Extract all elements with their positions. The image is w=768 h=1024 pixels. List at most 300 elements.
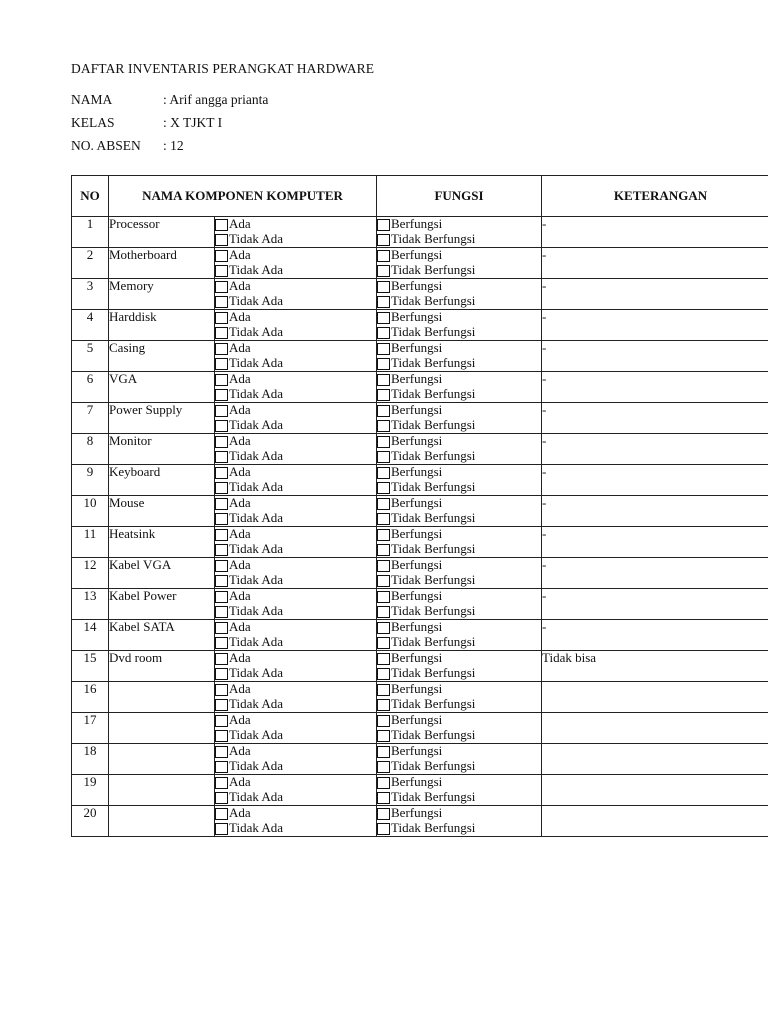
option-label: Ada — [229, 681, 251, 697]
availability-options — [215, 806, 377, 837]
option-label: Ada — [229, 650, 251, 666]
option-tidak-ada[interactable] — [215, 635, 376, 650]
availability-options — [215, 434, 377, 465]
availability-options — [215, 775, 377, 806]
option-berfungsi[interactable] — [377, 217, 541, 232]
row-number: 14 — [72, 620, 109, 651]
function-options — [377, 806, 542, 837]
checkbox-ada[interactable] — [215, 529, 228, 541]
table-row — [72, 620, 768, 651]
checkbox-tidak-ada[interactable] — [215, 761, 228, 773]
checkbox-tidak-berfungsi[interactable] — [377, 575, 390, 587]
option-tidak-berfungsi[interactable] — [377, 728, 541, 743]
option-tidak-ada[interactable] — [215, 666, 376, 681]
checkbox-berfungsi[interactable] — [377, 374, 390, 386]
option-ada[interactable] — [215, 310, 376, 325]
row-number: 19 — [72, 775, 109, 806]
availability-options — [215, 558, 377, 589]
option-label: Berfungsi — [391, 464, 443, 480]
keterangan-cell: Tidak bisa — [542, 651, 768, 682]
checkbox-tidak-berfungsi[interactable] — [377, 389, 390, 401]
option-label: Ada — [229, 433, 251, 449]
checkbox-ada[interactable] — [215, 746, 228, 758]
option-tidak-ada[interactable] — [215, 387, 376, 402]
checkbox-ada[interactable] — [215, 312, 228, 324]
option-ada[interactable] — [215, 341, 376, 356]
component-name — [109, 713, 215, 744]
component-name: Processor — [109, 217, 215, 248]
checkbox-tidak-berfungsi[interactable] — [377, 606, 390, 618]
option-ada[interactable] — [215, 403, 376, 418]
option-berfungsi[interactable] — [377, 279, 541, 294]
checkbox-tidak-berfungsi[interactable] — [377, 699, 390, 711]
option-tidak-ada[interactable] — [215, 821, 376, 836]
checkbox-berfungsi[interactable] — [377, 715, 390, 727]
row-number: 11 — [72, 527, 109, 558]
table-row — [72, 341, 768, 372]
checkbox-tidak-berfungsi[interactable] — [377, 637, 390, 649]
option-label: Tidak Ada — [229, 355, 284, 371]
checkbox-berfungsi[interactable] — [377, 808, 390, 820]
option-tidak-ada[interactable] — [215, 356, 376, 371]
option-berfungsi[interactable] — [377, 372, 541, 387]
checkbox-berfungsi[interactable] — [377, 219, 390, 231]
option-berfungsi[interactable] — [377, 403, 541, 418]
checkbox-tidak-berfungsi[interactable] — [377, 730, 390, 742]
checkbox-ada[interactable] — [215, 684, 228, 696]
option-tidak-ada[interactable] — [215, 325, 376, 340]
checkbox-tidak-berfungsi[interactable] — [377, 234, 390, 246]
option-label: Ada — [229, 774, 251, 790]
option-label: Tidak Berfungsi — [391, 789, 476, 805]
option-label: Tidak Ada — [229, 603, 284, 619]
checkbox-tidak-berfungsi[interactable] — [377, 792, 390, 804]
availability-options — [215, 527, 377, 558]
option-tidak-berfungsi[interactable] — [377, 418, 541, 433]
keterangan-cell: - — [542, 434, 768, 465]
component-name: Memory — [109, 279, 215, 310]
option-ada[interactable] — [215, 465, 376, 480]
row-number: 5 — [72, 341, 109, 372]
function-options — [377, 248, 542, 279]
option-label: Berfungsi — [391, 805, 443, 821]
option-label: Tidak Ada — [229, 541, 284, 557]
option-ada[interactable] — [215, 713, 376, 728]
checkbox-berfungsi[interactable] — [377, 498, 390, 510]
option-label: Ada — [229, 619, 251, 635]
checkbox-berfungsi[interactable] — [377, 653, 390, 665]
option-berfungsi[interactable] — [377, 248, 541, 263]
option-label: Tidak Ada — [229, 231, 284, 247]
checkbox-berfungsi[interactable] — [377, 777, 390, 789]
option-tidak-berfungsi[interactable] — [377, 635, 541, 650]
option-tidak-ada[interactable] — [215, 480, 376, 495]
component-name — [109, 744, 215, 775]
checkbox-tidak-berfungsi[interactable] — [377, 358, 390, 370]
option-tidak-berfungsi[interactable] — [377, 325, 541, 340]
option-tidak-ada[interactable] — [215, 604, 376, 619]
checkbox-berfungsi[interactable] — [377, 467, 390, 479]
function-options — [377, 558, 542, 589]
keterangan-cell: - — [542, 403, 768, 434]
keterangan-cell — [542, 775, 768, 806]
option-label: Ada — [229, 526, 251, 542]
field-label: NO. ABSEN — [71, 138, 141, 153]
checkbox-tidak-berfungsi[interactable] — [377, 451, 390, 463]
field-value: : 12 — [163, 138, 184, 153]
availability-options — [215, 403, 377, 434]
checkbox-tidak-berfungsi[interactable] — [377, 420, 390, 432]
checkbox-tidak-ada[interactable] — [215, 637, 228, 649]
option-ada[interactable] — [215, 248, 376, 263]
function-options — [377, 744, 542, 775]
option-tidak-ada[interactable] — [215, 542, 376, 557]
checkbox-tidak-ada[interactable] — [215, 606, 228, 618]
option-label: Tidak Ada — [229, 727, 284, 743]
checkbox-berfungsi[interactable] — [377, 560, 390, 572]
checkbox-berfungsi[interactable] — [377, 343, 390, 355]
checkbox-tidak-berfungsi[interactable] — [377, 296, 390, 308]
option-tidak-ada[interactable] — [215, 759, 376, 774]
checkbox-tidak-berfungsi[interactable] — [377, 513, 390, 525]
table-row — [72, 558, 768, 589]
table-row — [72, 589, 768, 620]
checkbox-tidak-ada[interactable] — [215, 699, 228, 711]
checkbox-ada[interactable] — [215, 622, 228, 634]
option-tidak-ada[interactable] — [215, 573, 376, 588]
checkbox-tidak-berfungsi[interactable] — [377, 823, 390, 835]
table-row — [72, 744, 768, 775]
option-tidak-berfungsi[interactable] — [377, 356, 541, 371]
row-number: 13 — [72, 589, 109, 620]
option-ada[interactable] — [215, 775, 376, 790]
option-label: Tidak Ada — [229, 634, 284, 650]
function-options — [377, 279, 542, 310]
table-row — [72, 527, 768, 558]
option-berfungsi[interactable] — [377, 527, 541, 542]
option-label: Berfungsi — [391, 557, 443, 573]
option-tidak-berfungsi[interactable] — [377, 387, 541, 402]
keterangan-cell: - — [542, 496, 768, 527]
option-tidak-ada[interactable] — [215, 697, 376, 712]
option-berfungsi[interactable] — [377, 682, 541, 697]
option-ada[interactable] — [215, 434, 376, 449]
checkbox-tidak-ada[interactable] — [215, 513, 228, 525]
function-options — [377, 620, 542, 651]
table-row — [72, 217, 768, 248]
checkbox-ada[interactable] — [215, 560, 228, 572]
function-options — [377, 341, 542, 372]
option-label: Berfungsi — [391, 433, 443, 449]
option-label: Tidak Berfungsi — [391, 665, 476, 681]
option-tidak-ada[interactable] — [215, 263, 376, 278]
component-name: Mouse — [109, 496, 215, 527]
option-tidak-berfungsi[interactable] — [377, 697, 541, 712]
option-ada[interactable] — [215, 372, 376, 387]
option-berfungsi[interactable] — [377, 496, 541, 511]
component-name: Heatsink — [109, 527, 215, 558]
row-number: 6 — [72, 372, 109, 403]
option-label: Berfungsi — [391, 743, 443, 759]
option-tidak-ada[interactable] — [215, 418, 376, 433]
option-label: Tidak Berfungsi — [391, 510, 476, 526]
option-tidak-berfungsi[interactable] — [377, 232, 541, 247]
option-ada[interactable] — [215, 217, 376, 232]
function-options — [377, 465, 542, 496]
inventory-table — [71, 175, 768, 837]
function-options — [377, 713, 542, 744]
checkbox-ada[interactable] — [215, 591, 228, 603]
option-tidak-berfungsi[interactable] — [377, 666, 541, 681]
keterangan-cell — [542, 744, 768, 775]
component-name — [109, 682, 215, 713]
row-number: 7 — [72, 403, 109, 434]
option-ada[interactable] — [215, 682, 376, 697]
option-berfungsi[interactable] — [377, 775, 541, 790]
row-number: 18 — [72, 744, 109, 775]
checkbox-ada[interactable] — [215, 777, 228, 789]
field-kelas — [71, 115, 222, 131]
table-row — [72, 403, 768, 434]
function-options — [377, 589, 542, 620]
component-name: Dvd room — [109, 651, 215, 682]
checkbox-tidak-ada[interactable] — [215, 265, 228, 277]
option-berfungsi[interactable] — [377, 620, 541, 635]
function-options — [377, 310, 542, 341]
checkbox-ada[interactable] — [215, 653, 228, 665]
keterangan-cell — [542, 806, 768, 837]
row-number: 12 — [72, 558, 109, 589]
checkbox-ada[interactable] — [215, 219, 228, 231]
availability-options — [215, 341, 377, 372]
option-label: Berfungsi — [391, 588, 443, 604]
checkbox-tidak-ada[interactable] — [215, 451, 228, 463]
checkbox-tidak-ada[interactable] — [215, 575, 228, 587]
component-name: Kabel Power — [109, 589, 215, 620]
option-tidak-berfungsi[interactable] — [377, 542, 541, 557]
option-tidak-berfungsi[interactable] — [377, 604, 541, 619]
checkbox-berfungsi[interactable] — [377, 436, 390, 448]
keterangan-cell: - — [542, 620, 768, 651]
option-tidak-berfungsi[interactable] — [377, 263, 541, 278]
checkbox-tidak-ada[interactable] — [215, 792, 228, 804]
table-row — [72, 682, 768, 713]
option-label: Ada — [229, 743, 251, 759]
option-ada[interactable] — [215, 651, 376, 666]
availability-options — [215, 713, 377, 744]
keterangan-cell: - — [542, 527, 768, 558]
availability-options — [215, 589, 377, 620]
function-options — [377, 434, 542, 465]
checkbox-ada[interactable] — [215, 498, 228, 510]
checkbox-ada[interactable] — [215, 343, 228, 355]
availability-options — [215, 465, 377, 496]
option-label: Berfungsi — [391, 340, 443, 356]
option-ada[interactable] — [215, 496, 376, 511]
option-berfungsi[interactable] — [377, 651, 541, 666]
checkbox-berfungsi[interactable] — [377, 312, 390, 324]
checkbox-tidak-berfungsi[interactable] — [377, 327, 390, 339]
option-ada[interactable] — [215, 527, 376, 542]
option-label: Tidak Berfungsi — [391, 820, 476, 836]
function-options — [377, 403, 542, 434]
option-label: Tidak Berfungsi — [391, 262, 476, 278]
checkbox-tidak-ada[interactable] — [215, 730, 228, 742]
option-label: Tidak Ada — [229, 324, 284, 340]
keterangan-cell: - — [542, 217, 768, 248]
option-tidak-ada[interactable] — [215, 728, 376, 743]
option-label: Tidak Ada — [229, 820, 284, 836]
checkbox-berfungsi[interactable] — [377, 746, 390, 758]
option-label: Berfungsi — [391, 216, 443, 232]
option-berfungsi[interactable] — [377, 434, 541, 449]
checkbox-ada[interactable] — [215, 405, 228, 417]
option-tidak-ada[interactable] — [215, 511, 376, 526]
option-label: Tidak Berfungsi — [391, 417, 476, 433]
option-label: Tidak Ada — [229, 758, 284, 774]
option-label: Tidak Berfungsi — [391, 541, 476, 557]
keterangan-cell: - — [542, 372, 768, 403]
header-keterangan: KETERANGAN — [542, 176, 768, 217]
checkbox-tidak-berfungsi[interactable] — [377, 544, 390, 556]
option-ada[interactable] — [215, 806, 376, 821]
option-tidak-berfungsi[interactable] — [377, 294, 541, 309]
checkbox-tidak-ada[interactable] — [215, 234, 228, 246]
checkbox-tidak-ada[interactable] — [215, 823, 228, 835]
checkbox-tidak-ada[interactable] — [215, 668, 228, 680]
option-label: Tidak Ada — [229, 262, 284, 278]
option-label: Tidak Ada — [229, 789, 284, 805]
function-options — [377, 651, 542, 682]
option-tidak-berfungsi[interactable] — [377, 759, 541, 774]
option-label: Ada — [229, 402, 251, 418]
checkbox-berfungsi[interactable] — [377, 684, 390, 696]
option-tidak-ada[interactable] — [215, 449, 376, 464]
option-tidak-berfungsi[interactable] — [377, 449, 541, 464]
option-label: Tidak Berfungsi — [391, 479, 476, 495]
checkbox-berfungsi[interactable] — [377, 405, 390, 417]
table-row — [72, 372, 768, 403]
checkbox-tidak-berfungsi[interactable] — [377, 482, 390, 494]
option-berfungsi[interactable] — [377, 713, 541, 728]
component-name: Casing — [109, 341, 215, 372]
function-options — [377, 496, 542, 527]
option-label: Berfungsi — [391, 681, 443, 697]
checkbox-tidak-ada[interactable] — [215, 358, 228, 370]
checkbox-berfungsi[interactable] — [377, 281, 390, 293]
checkbox-berfungsi[interactable] — [377, 250, 390, 262]
field-label: NAMA — [71, 92, 113, 107]
checkbox-ada[interactable] — [215, 250, 228, 262]
table-row — [72, 806, 768, 837]
table-row — [72, 465, 768, 496]
option-label: Tidak Berfungsi — [391, 448, 476, 464]
component-name: Power Supply — [109, 403, 215, 434]
checkbox-ada[interactable] — [215, 281, 228, 293]
table-row — [72, 248, 768, 279]
availability-options — [215, 496, 377, 527]
checkbox-ada[interactable] — [215, 467, 228, 479]
function-options — [377, 217, 542, 248]
option-ada[interactable] — [215, 558, 376, 573]
option-ada[interactable] — [215, 744, 376, 759]
option-label: Berfungsi — [391, 712, 443, 728]
option-tidak-berfungsi[interactable] — [377, 511, 541, 526]
option-berfungsi[interactable] — [377, 310, 541, 325]
option-label: Ada — [229, 340, 251, 356]
option-tidak-ada[interactable] — [215, 790, 376, 805]
checkbox-tidak-ada[interactable] — [215, 482, 228, 494]
checkbox-ada[interactable] — [215, 436, 228, 448]
option-berfungsi[interactable] — [377, 558, 541, 573]
table-row — [72, 496, 768, 527]
checkbox-tidak-berfungsi[interactable] — [377, 265, 390, 277]
option-berfungsi[interactable] — [377, 465, 541, 480]
component-name: VGA — [109, 372, 215, 403]
keterangan-cell: - — [542, 465, 768, 496]
option-label: Tidak Ada — [229, 696, 284, 712]
checkbox-ada[interactable] — [215, 374, 228, 386]
checkbox-tidak-berfungsi[interactable] — [377, 668, 390, 680]
checkbox-berfungsi[interactable] — [377, 622, 390, 634]
checkbox-tidak-ada[interactable] — [215, 327, 228, 339]
option-ada[interactable] — [215, 279, 376, 294]
header-nama-komponen: NAMA KOMPONEN KOMPUTER — [109, 176, 377, 217]
option-label: Tidak Berfungsi — [391, 603, 476, 619]
checkbox-ada[interactable] — [215, 808, 228, 820]
checkbox-tidak-berfungsi[interactable] — [377, 761, 390, 773]
option-tidak-berfungsi[interactable] — [377, 790, 541, 805]
option-tidak-berfungsi[interactable] — [377, 821, 541, 836]
function-options — [377, 682, 542, 713]
option-tidak-ada[interactable] — [215, 232, 376, 247]
table-row — [72, 713, 768, 744]
checkbox-berfungsi[interactable] — [377, 591, 390, 603]
checkbox-berfungsi[interactable] — [377, 529, 390, 541]
checkbox-ada[interactable] — [215, 715, 228, 727]
keterangan-cell: - — [542, 589, 768, 620]
row-number: 16 — [72, 682, 109, 713]
option-ada[interactable] — [215, 589, 376, 604]
option-ada[interactable] — [215, 620, 376, 635]
option-label: Berfungsi — [391, 278, 443, 294]
option-tidak-berfungsi[interactable] — [377, 573, 541, 588]
field-no-absen — [71, 138, 184, 154]
option-tidak-ada[interactable] — [215, 294, 376, 309]
table-row — [72, 310, 768, 341]
keterangan-cell: - — [542, 310, 768, 341]
checkbox-tidak-ada[interactable] — [215, 296, 228, 308]
row-number: 1 — [72, 217, 109, 248]
checkbox-tidak-ada[interactable] — [215, 544, 228, 556]
option-berfungsi[interactable] — [377, 341, 541, 356]
option-tidak-berfungsi[interactable] — [377, 480, 541, 495]
availability-options — [215, 651, 377, 682]
table-header-row — [72, 176, 768, 217]
checkbox-tidak-ada[interactable] — [215, 420, 228, 432]
option-berfungsi[interactable] — [377, 744, 541, 759]
option-label: Berfungsi — [391, 247, 443, 263]
row-number: 9 — [72, 465, 109, 496]
option-label: Tidak Ada — [229, 479, 284, 495]
row-number: 10 — [72, 496, 109, 527]
option-berfungsi[interactable] — [377, 589, 541, 604]
option-berfungsi[interactable] — [377, 806, 541, 821]
component-name: Motherboard — [109, 248, 215, 279]
component-name: Harddisk — [109, 310, 215, 341]
checkbox-tidak-ada[interactable] — [215, 389, 228, 401]
availability-options — [215, 744, 377, 775]
